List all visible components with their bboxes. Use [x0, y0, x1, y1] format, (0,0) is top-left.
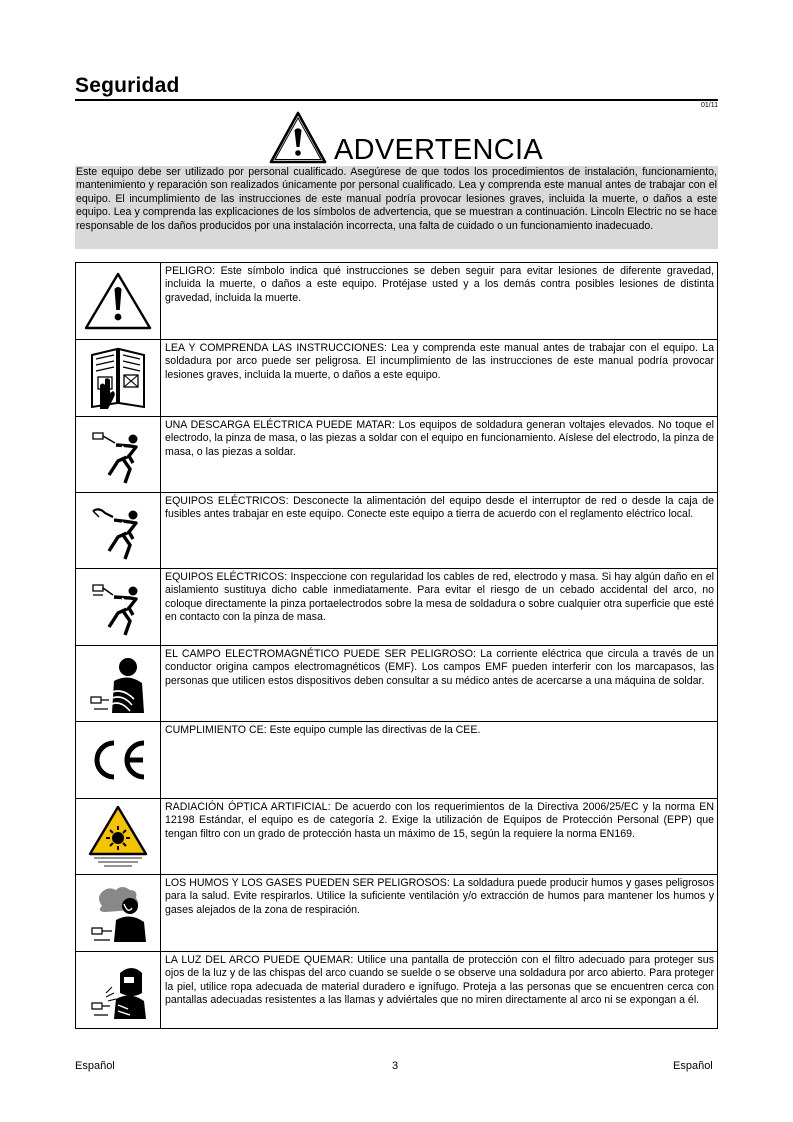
table-row: [76, 263, 718, 340]
row-text: PELIGRO: Este símbolo indica qué instrucciones se deben seguir para evitar lesiones de diferente gravedad, incluida la muerte, o daños a este equipo. Protéjase usted y a los demás contra posibles lesiones de distinta gravedad, incluida la muerte.: [161, 263, 718, 340]
table-row: [76, 417, 718, 493]
warning-intro-text: Este equipo debe ser utilizado por personal cualificado. Asegúrese de que todos los procedimientos de instalación, funcionamiento, mantenimiento y reparación son realizados únicamente por personal cualificado. Lea y comprenda este manual antes de trabajar con el equipo. El incumplimiento de las instrucciones de este manual podría provocar lesiones graves, incluida la muerte, o daños a este equipo. Lea y comprenda las explicaciones de los símbolos de advertencia, que se muestran a continuación. Lincoln Electric no se hace responsable de los daños producidos por una instalación incorrecta, una falta de cuidado o un funcionamiento inadecuado.: [75, 166, 718, 249]
row-text: UNA DESCARGA ELÉCTRICA PUEDE MATAR: Los equipos de soldadura generan voltajes elevados. No toque el electrodo, la pinza de masa, o las piezas a soldar con el equipo en funcionamiento. Aíslese del electrodo, la pinza de masa, o las piezas a soldar.: [161, 417, 718, 493]
danger-triangle-icon: [82, 270, 154, 332]
table-row: [76, 569, 718, 646]
title-divider: [75, 99, 718, 101]
optical-radiation-icon: [86, 804, 150, 870]
safety-symbols-table: [75, 262, 718, 1029]
row-text: EQUIPOS ELÉCTRICOS: Desconecte la alimentación del equipo desde el interruptor de red o desde la caja de fusibles antes trabajar en este equipo. Conecte este equipo a tierra de acuerdo con el reglamento eléctrico local.: [161, 493, 718, 569]
electric-shock-icon: [89, 425, 147, 485]
electric-cable-icon: [89, 577, 147, 637]
table-row: [76, 875, 718, 952]
row-text: LEA Y COMPRENDA LAS INSTRUCCIONES: Lea y comprenda este manual antes de trabajar con el equipo. La soldadura por arco puede ser peligrosa. El incumplimiento de las instrucciones de este manual podría provocar lesiones graves, incluida la muerte, o daños a este equipo.: [161, 340, 718, 417]
row-text: EL CAMPO ELECTROMAGNÉTICO PUEDE SER PELIGROSO: La corriente eléctrica que circula a través de un conductor origina campos electromagnéticos (EMF). Los campos EMF pueden interferir con los marcapasos, las personas que utilicen estos dispositivos deben consultar a su médico antes de acercarse a una máquina de soldar.: [161, 646, 718, 722]
warning-triangle-icon: [268, 110, 328, 166]
table-row: [76, 722, 718, 799]
footer-language-left: Español: [75, 1060, 115, 1072]
ce-mark-icon: [87, 738, 149, 782]
page-title: Seguridad: [75, 74, 180, 97]
row-text: LA LUZ DEL ARCO PUEDE QUEMAR: Utilice una pantalla de protección con el filtro adecuado para proteger sus ojos de la luz y de las chispas del arco cuando se suelde o se observe una soldadura por arco abierto. Para proteger la piel, utilice ropa adecuada de material duradero e ignífugo. Proteja a las personas que se encuentren cerca con pantallas adecuadas resistentes a las llamas y adviértales que no miren directamente al arco ni se expongan a él.: [161, 952, 718, 1029]
row-text: EQUIPOS ELÉCTRICOS: Inspeccione con regularidad los cables de red, electrodo y masa. Si hay algún daño en el aislamiento sustituya dicho cable inmediatamente. Para evitar el riesgo de un cebado accidental del arco, no coloque directamente la pinza portaelectrodos sobre la mesa de soldadura o sobre cualquier otra superficie que esté en contacto con la pinza de masa.: [161, 569, 718, 646]
warning-title: ADVERTENCIA: [334, 134, 544, 166]
row-text: LOS HUMOS Y LOS GASES PUEDEN SER PELIGROSOS: La soldadura puede producir humos y gases peligrosos para la salud. Evite respirarlos. Utilice la suficiente ventilación y/o extracción de humos para mantener los humos y gases alejados de la zona de respiración.: [161, 875, 718, 952]
warning-heading: [268, 110, 543, 166]
page-number: 3: [392, 1060, 399, 1072]
table-row: [76, 493, 718, 569]
table-row: [76, 340, 718, 417]
read-manual-icon: [88, 345, 148, 411]
row-text: RADIACIÓN ÓPTICA ARTIFICIAL: De acuerdo con los requerimientos de la Directiva 2006/25/EC y la norma EN 12198 Estándar, el equipo es de categoría 2. Exige la utilización de Equipos de Protección Personal (EPP) que tengan filtro con un grado de protección hasta un máximo de 15, según la requiere la norma EN169.: [161, 799, 718, 875]
footer-language-right: Español: [673, 1060, 713, 1072]
table-row: [76, 646, 718, 722]
emf-icon: [88, 653, 148, 715]
revision-code: 01/11: [701, 102, 718, 109]
electric-equipment-icon: [89, 501, 147, 561]
table-row: [76, 952, 718, 1029]
arc-rays-icon: [88, 959, 148, 1021]
row-text: CUMPLIMIENTO CE: Este equipo cumple las directivas de la CEE.: [161, 722, 718, 799]
table-row: [76, 799, 718, 875]
fumes-icon: [88, 882, 148, 944]
